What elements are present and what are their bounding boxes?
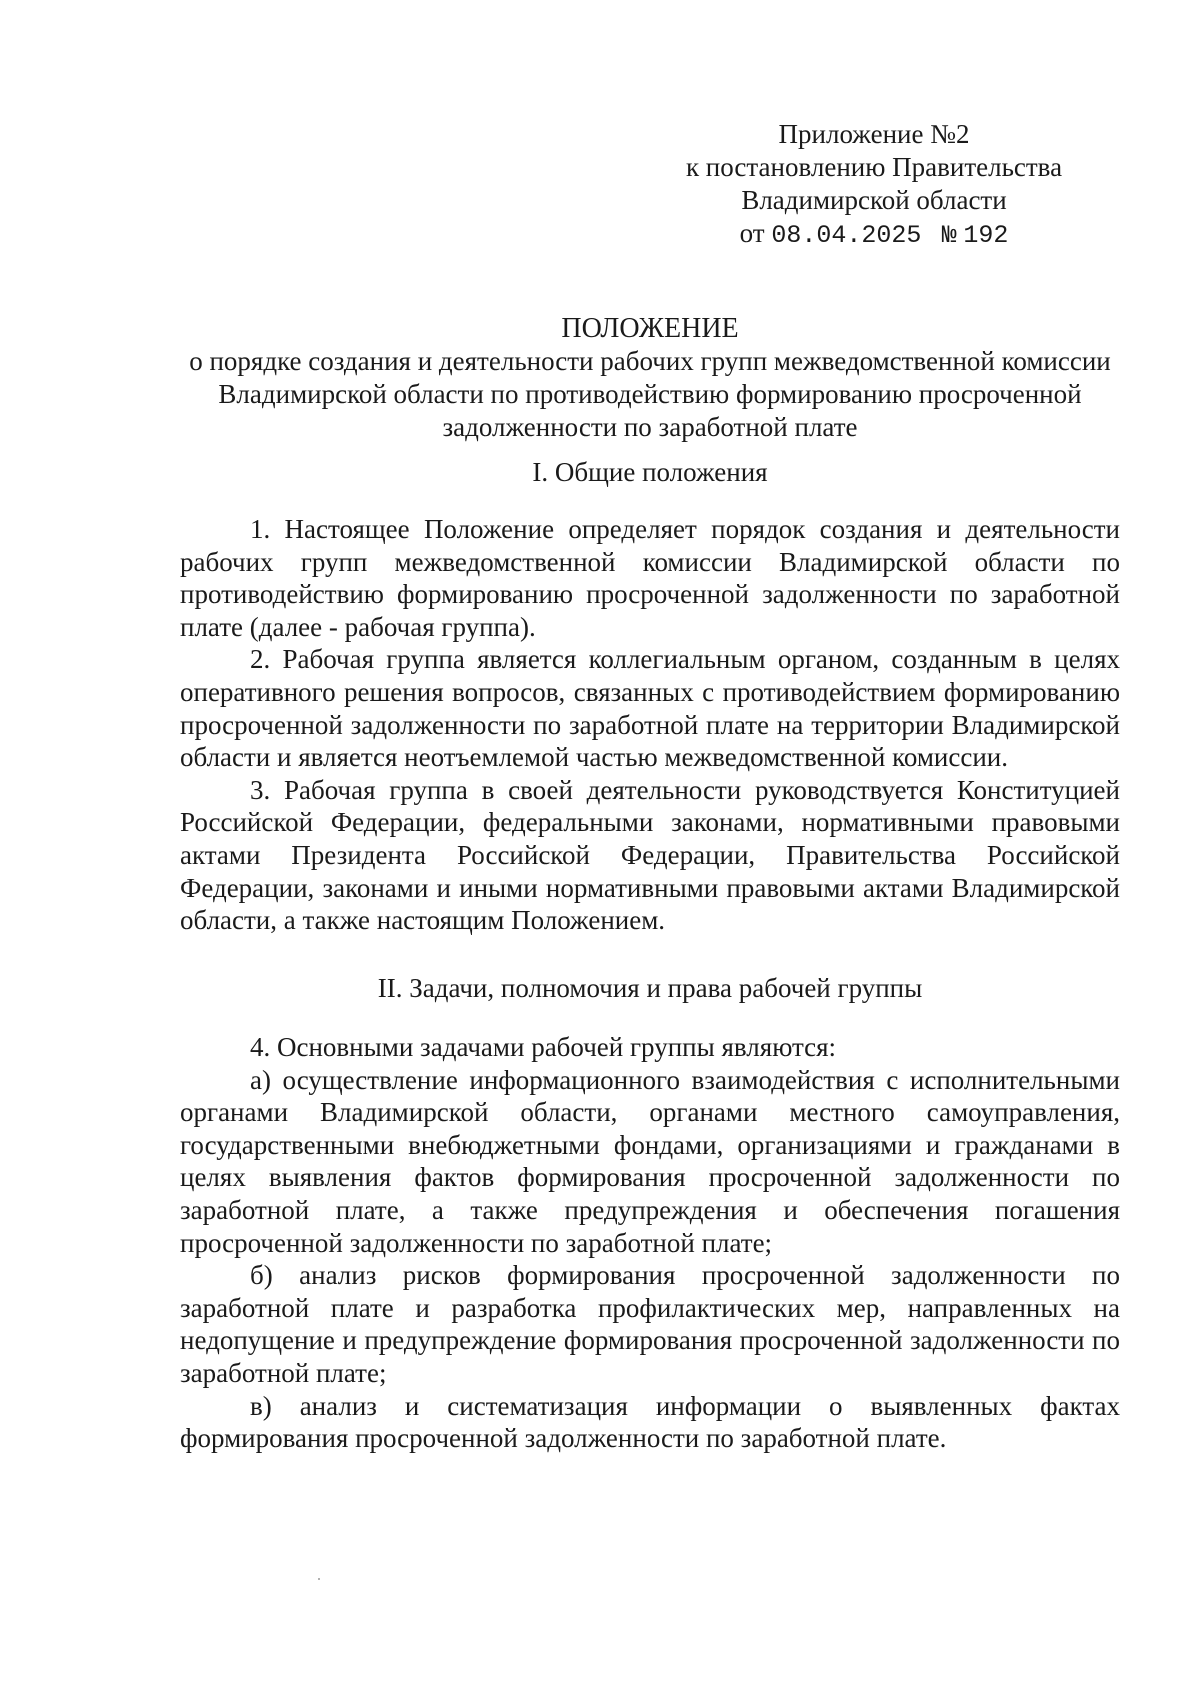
appendix-date-line — [684, 217, 1064, 252]
date-prefix: от — [739, 218, 765, 248]
paragraph-2: 2. Рабочая группа является коллегиальным органом, созданным в целях оперативного решения вопросов, связанных с противодействием формированию просроченной задолженности по заработной плате на территории Владимирской области и является неотъемлемой частью межведомственной комиссии. — [180, 644, 1120, 773]
document-subtitle: о порядке создания и деятельности рабочих групп межведомственной комиссии Владимирской области по противодействию формированию просроченной задолженности по заработной плате — [189, 346, 1111, 442]
decree-date: 08.04.2025 — [771, 221, 922, 250]
paragraph-3: 3. Рабочая группа в своей деятельности руководствуется Конституцией Российской Федерации, федеральными законами, нормативными правовыми актами Президента Российской Федерации, Правительства Российской Федерации, законами и иными нормативными правовыми актами Владимирской области, а также настоящим Положением. — [180, 774, 1120, 936]
number-prefix: № — [941, 221, 957, 250]
paragraph-4c: в) анализ и систематизация информации о выявленных фактах формирования просроченной задолженности по заработной плате. — [180, 1390, 1120, 1454]
document-title-block — [180, 312, 1120, 444]
section-2-body — [180, 1031, 1120, 1455]
section-1-heading: I. Общие положения — [532, 457, 768, 487]
paragraph-4: 4. Основными задачами рабочей группы являются: — [250, 1032, 837, 1062]
scan-speck — [318, 1578, 320, 1580]
paragraph-4b: б) анализ рисков формирования просроченной задолженности по заработной плате и разработка профилактических мер, направленных на недопущение и предупреждение формирования просроченной задолженности по заработной плате; — [180, 1260, 1120, 1388]
paragraph-4a: а) осуществление информационного взаимодействия с исполнительными органами Владимирской области, органами местного самоуправления, государственными внебюджетными фондами, организациями и гражданами в целях выявления фактов формирования просроченной задолженности по заработной плате, а также предупреждения и обеспечения погашения просроченной задолженности по заработной плате; — [180, 1064, 1120, 1258]
appendix-line-2: к постановлению Правительства — [685, 152, 1063, 182]
document-title: ПОЛОЖЕНИЕ — [561, 313, 739, 344]
appendix-line-3: Владимирской области — [741, 185, 1007, 215]
appendix-line-1: Приложение №2 — [778, 119, 970, 149]
decree-number: 192 — [963, 221, 1009, 250]
paragraph-1: 1. Настоящее Положение определяет порядок создания и деятельности рабочих групп межведомственной комиссии Владимирской области по противодействию формированию просроченной задолженности по заработной плате (далее - рабочая группа). — [180, 514, 1120, 642]
section-2-heading: II. Задачи, полномочия и права рабочей группы — [377, 973, 923, 1003]
section-1-body — [180, 513, 1120, 937]
appendix-header — [684, 118, 1064, 252]
